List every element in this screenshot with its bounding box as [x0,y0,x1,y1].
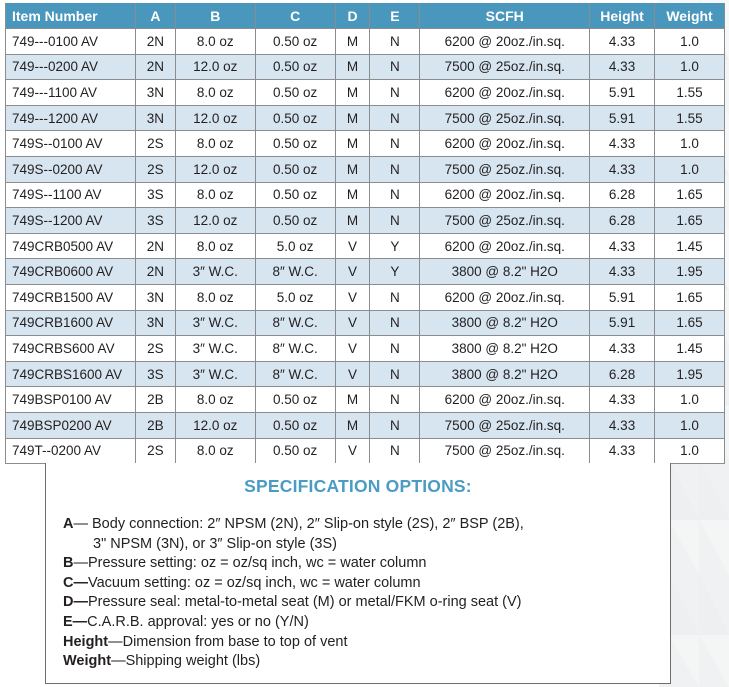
spec-option-line [63,515,524,535]
cell-c: 0.50 oz [255,387,335,413]
cell-e: N [370,105,420,131]
column-header-a: A [135,3,175,29]
spec-option-key: D— [63,594,88,611]
cell-item-number: 749---1100 AV [6,80,136,106]
table-row [6,182,725,208]
table-row [6,412,725,438]
cell-scfh: 3800 @ 8.2" H2O [420,336,590,362]
cell-height: 4.33 [590,29,655,55]
column-header-weight: Weight [655,3,725,29]
cell-height: 5.91 [590,80,655,106]
cell-scfh: 3800 @ 8.2" H2O [420,361,590,387]
cell-height: 5.91 [590,310,655,336]
cell-height: 5.91 [590,284,655,310]
table-row [6,284,725,310]
cell-a: 3N [135,105,175,131]
cell-item-number: 749BSP0200 AV [6,412,136,438]
cell-b: 3″ W.C. [175,259,255,285]
cell-height: 4.33 [590,156,655,182]
table-row [6,105,725,131]
spec-option-key: Weight [63,653,112,670]
cell-c: 8″ W.C. [255,336,335,362]
spec-option-text: Vacuum setting: oz = oz/sq inch, wc = water column [87,574,421,591]
cell-b: 12.0 oz [175,54,255,80]
cell-height: 6.28 [590,208,655,234]
table-row [6,387,725,413]
cell-weight: 1.0 [655,156,725,182]
cell-scfh: 6200 @ 20oz./in.sq. [420,233,590,259]
cell-e: N [370,336,420,362]
cell-height: 4.33 [590,233,655,259]
table-row [6,336,725,362]
cell-height: 4.33 [590,438,655,464]
cell-a: 3N [135,310,175,336]
cell-item-number: 749S--1100 AV [6,182,136,208]
spec-option-key: A [63,516,74,532]
cell-height: 4.33 [590,259,655,285]
cell-b: 3″ W.C. [175,336,255,362]
cell-c: 0.50 oz [255,438,335,464]
cell-d: M [335,80,370,106]
column-header-c: C [255,3,335,29]
table-row [6,156,725,182]
cell-c: 5.0 oz [255,233,335,259]
cell-c: 8″ W.C. [255,259,335,285]
cell-d: V [335,336,370,362]
table-row [6,438,725,464]
cell-b: 8.0 oz [175,80,255,106]
spec-option-line [63,652,524,672]
cell-weight: 1.65 [655,284,725,310]
cell-e: Y [370,233,420,259]
spec-option-key: E— [63,613,88,630]
cell-a: 2B [135,412,175,438]
cell-e: N [370,412,420,438]
cell-item-number: 749CRB0600 AV [6,259,136,285]
cell-height: 4.33 [590,412,655,438]
cell-b: 12.0 oz [175,156,255,182]
cell-d: V [335,259,370,285]
cell-weight: 1.0 [655,29,725,55]
spec-option-line [63,613,524,633]
cell-item-number: 749CRBS600 AV [6,336,136,362]
spec-option-line [63,633,524,653]
spec-option-separator: — [108,633,123,650]
cell-e: N [370,438,420,464]
table-header-row [6,3,725,29]
cell-c: 8″ W.C. [255,361,335,387]
cell-b: 12.0 oz [175,412,255,438]
column-header-scfh: SCFH [420,3,590,29]
column-header-height: Height [590,3,655,29]
cell-b: 8.0 oz [175,233,255,259]
table-row [6,29,725,55]
spec-option-key: B [63,555,74,572]
cell-scfh: 6200 @ 20oz./in.sq. [420,29,590,55]
spec-option-line [63,554,524,574]
spec-option-text: Shipping weight (lbs) [125,653,261,670]
product-spec-table [5,3,725,464]
cell-a: 3N [135,80,175,106]
cell-c: 0.50 oz [255,105,335,131]
table-row [6,310,725,336]
cell-item-number: 749BSP0100 AV [6,387,136,413]
cell-scfh: 6200 @ 20oz./in.sq. [420,284,590,310]
cell-d: V [335,310,370,336]
cell-height: 6.28 [590,361,655,387]
cell-height: 5.91 [590,105,655,131]
cell-e: N [370,284,420,310]
cell-height: 4.33 [590,131,655,157]
cell-d: M [335,387,370,413]
cell-c: 0.50 oz [255,156,335,182]
cell-b: 3″ W.C. [175,310,255,336]
table-row [6,131,725,157]
cell-b: 12.0 oz [175,105,255,131]
spec-option-line [63,574,524,594]
cell-b: 8.0 oz [175,182,255,208]
cell-item-number: 749CRB0500 AV [6,233,136,259]
cell-weight: 1.45 [655,336,725,362]
cell-scfh: 7500 @ 25oz./in.sq. [420,105,590,131]
spec-option-text: C.A.R.B. approval: yes or no (Y/N) [87,613,309,630]
spec-option-text: Pressure setting: oz = oz/sq inch, wc = water column [87,555,427,572]
cell-weight: 1.95 [655,361,725,387]
table-body [6,29,725,464]
cell-a: 3S [135,361,175,387]
table-row [6,259,725,285]
cell-scfh: 3800 @ 8.2" H2O [420,310,590,336]
cell-a: 2N [135,259,175,285]
cell-item-number: 749CRB1500 AV [6,284,136,310]
cell-item-number: 749---0200 AV [6,54,136,80]
cell-scfh: 3800 @ 8.2" H2O [420,259,590,285]
cell-weight: 1.65 [655,182,725,208]
column-header-d: D [335,3,370,29]
table-row [6,80,725,106]
cell-weight: 1.0 [655,131,725,157]
cell-weight: 1.0 [655,412,725,438]
cell-d: M [335,131,370,157]
column-header-item-number: Item Number [6,3,136,29]
cell-a: 3N [135,284,175,310]
cell-scfh: 7500 @ 25oz./in.sq. [420,412,590,438]
cell-item-number: 749CRB1600 AV [6,310,136,336]
cell-c: 0.50 oz [255,182,335,208]
cell-item-number: 749S--0200 AV [6,156,136,182]
cell-scfh: 6200 @ 20oz./in.sq. [420,80,590,106]
spec-option-separator: — [73,516,93,532]
specification-options-box [45,463,671,684]
spec-option-line [63,535,524,555]
cell-scfh: 7500 @ 25oz./in.sq. [420,438,590,464]
cell-e: N [370,29,420,55]
cell-c: 0.50 oz [255,208,335,234]
cell-scfh: 6200 @ 20oz./in.sq. [420,182,590,208]
table-row [6,54,725,80]
cell-a: 3S [135,208,175,234]
cell-e: N [370,156,420,182]
cell-weight: 1.0 [655,438,725,464]
cell-a: 3S [135,182,175,208]
spec-option-text: Dimension from base to top of vent [122,633,348,650]
table-row [6,233,725,259]
cell-d: M [335,54,370,80]
cell-item-number: 749S--1200 AV [6,208,136,234]
cell-c: 0.50 oz [255,29,335,55]
cell-a: 2S [135,131,175,157]
specification-options-list [63,515,524,672]
cell-c: 0.50 oz [255,80,335,106]
table-row [6,361,725,387]
cell-height: 4.33 [590,336,655,362]
cell-c: 0.50 oz [255,54,335,80]
cell-e: Y [370,259,420,285]
spec-option-separator: — [111,653,126,670]
cell-e: N [370,80,420,106]
cell-a: 2S [135,156,175,182]
cell-height: 6.28 [590,182,655,208]
cell-height: 4.33 [590,54,655,80]
cell-a: 2N [135,54,175,80]
cell-b: 8.0 oz [175,438,255,464]
cell-b: 12.0 oz [175,208,255,234]
cell-a: 2S [135,336,175,362]
cell-scfh: 6200 @ 20oz./in.sq. [420,131,590,157]
cell-item-number: 749---0100 AV [6,29,136,55]
cell-b: 8.0 oz [175,284,255,310]
cell-c: 0.50 oz [255,412,335,438]
cell-a: 2N [135,29,175,55]
spec-option-text: Pressure seal: metal-to-metal seat (M) or metal/FKM o-ring seat (V) [87,594,522,611]
column-header-e: E [370,3,420,29]
cell-item-number: 749S--0100 AV [6,131,136,157]
column-header-b: B [175,3,255,29]
cell-e: N [370,54,420,80]
cell-e: N [370,208,420,234]
cell-weight: 1.55 [655,80,725,106]
specification-options-title: SPECIFICATION OPTIONS: [244,476,472,496]
cell-d: V [335,284,370,310]
cell-scfh: 7500 @ 25oz./in.sq. [420,156,590,182]
cell-e: N [370,387,420,413]
cell-weight: 1.95 [655,259,725,285]
cell-c: 8″ W.C. [255,310,335,336]
cell-e: N [370,361,420,387]
cell-b: 3″ W.C. [175,361,255,387]
cell-c: 0.50 oz [255,131,335,157]
cell-c: 5.0 oz [255,284,335,310]
cell-a: 2B [135,387,175,413]
spec-option-text: 3" NPSM (3N), or 3″ Slip-on style (3S) [93,535,337,552]
cell-weight: 1.0 [655,387,725,413]
cell-height: 4.33 [590,387,655,413]
cell-b: 8.0 oz [175,29,255,55]
cell-b: 8.0 oz [175,131,255,157]
cell-item-number: 749---1200 AV [6,105,136,131]
spec-option-line [63,593,524,613]
cell-a: 2N [135,233,175,259]
cell-d: M [335,412,370,438]
cell-d: M [335,105,370,131]
cell-scfh: 7500 @ 25oz./in.sq. [420,54,590,80]
cell-d: V [335,233,370,259]
cell-d: M [335,208,370,234]
cell-d: M [335,182,370,208]
cell-scfh: 6200 @ 20oz./in.sq. [420,387,590,413]
cell-e: N [370,131,420,157]
spec-option-separator: — [73,555,88,572]
cell-d: M [335,156,370,182]
cell-a: 2S [135,438,175,464]
cell-weight: 1.45 [655,233,725,259]
spec-option-key: Height [63,633,109,650]
cell-b: 8.0 oz [175,387,255,413]
cell-d: V [335,438,370,464]
cell-item-number: 749CRBS1600 AV [6,361,136,387]
cell-weight: 1.65 [655,310,725,336]
cell-item-number: 749T--0200 AV [6,438,136,464]
cell-d: M [335,29,370,55]
cell-e: N [370,182,420,208]
spec-option-text: Body connection: 2″ NPSM (2N), 2″ Slip-on style (2S), 2″ BSP (2B), [92,516,524,532]
cell-weight: 1.65 [655,208,725,234]
cell-scfh: 7500 @ 25oz./in.sq. [420,208,590,234]
cell-weight: 1.55 [655,105,725,131]
spec-option-key: C— [63,574,88,591]
cell-weight: 1.0 [655,54,725,80]
cell-d: V [335,361,370,387]
table-row [6,208,725,234]
cell-e: N [370,310,420,336]
